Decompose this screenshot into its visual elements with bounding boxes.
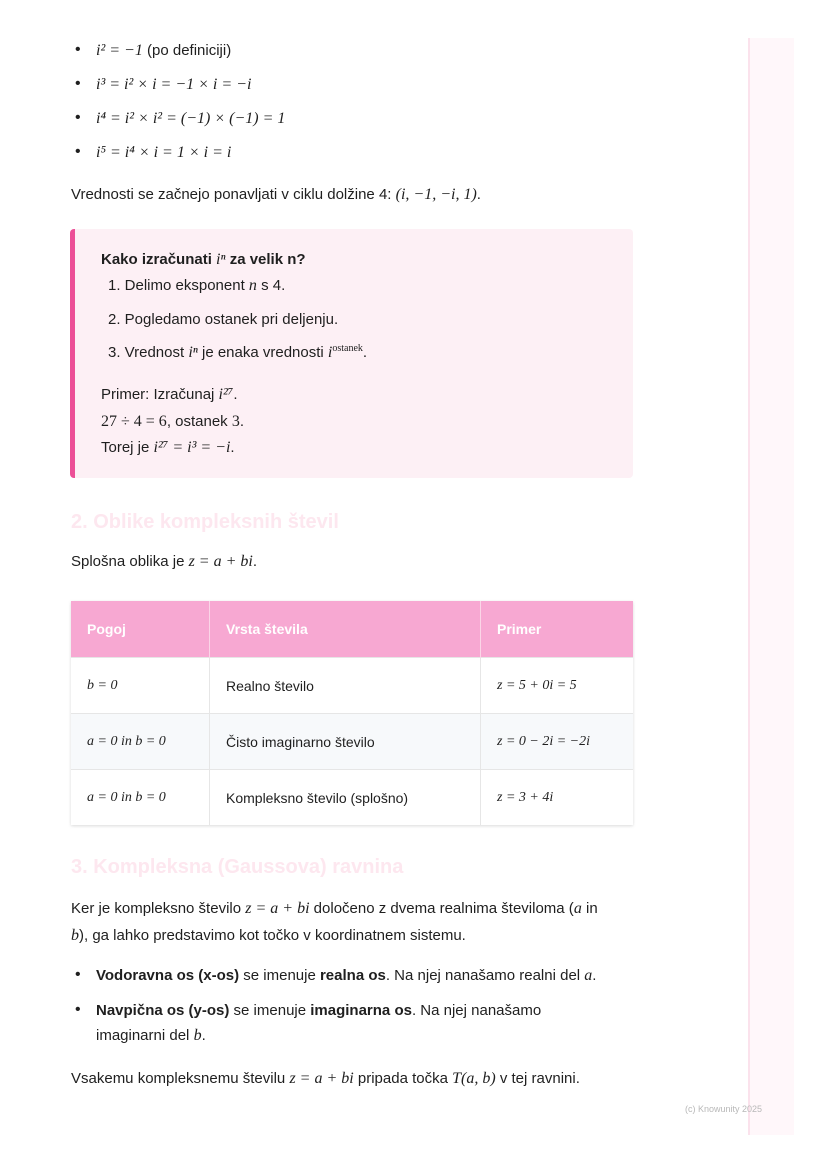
step-1: 1. Delimo eksponent n s 4. <box>108 277 286 294</box>
table-header: Pogoj Vrsta števila Primer <box>71 601 633 658</box>
number-types-table <box>71 601 633 825</box>
example-line: Primer: Izračunaj i²⁷. <box>101 386 238 403</box>
calc-line: 27 ÷ 4 = 6, ostanek 3. <box>101 413 245 430</box>
step-3: 3. Vrednost iⁿ je enaka vrednosti $i^{ostanek}$. <box>108 343 368 361</box>
callout-box <box>70 229 633 478</box>
result-line: Torej je i²⁷ = i³ = −i. <box>101 439 235 456</box>
list-item: • i³ = i² × i = −1 × i = −i <box>75 76 251 94</box>
section-3-heading: 3. Kompleksna (Gaussova) ravnina <box>71 856 404 878</box>
table-row: b = 0 Realno število z = 5 + 0i = 5 <box>71 658 633 714</box>
step-2: 2. Pogledamo ostanek pri deljenju. <box>108 311 339 328</box>
list-item-continuation: imaginarni del b. <box>96 1027 206 1044</box>
list-item: • Vodoravna os (x-os) se imenuje realna os. Na njej nanašamo realni del a. <box>75 967 596 985</box>
point-text: Vsakemu kompleksnemu številu z = a + bi pripada točka T(a, b) v tej ravnini. <box>71 1070 580 1087</box>
callout-title: Kako izračunati iⁿ za velik n? <box>101 251 306 268</box>
cycle-text: Vrednosti se začnejo ponavljati v ciklu dolžine 4: (i, −1, −i, 1). <box>71 186 481 203</box>
list-item: • Navpična os (y-os) se imenuje imaginarna os. Na njej nanašamo <box>75 1002 541 1019</box>
list-item: • i⁴ = i² × i² = (−1) × (−1) = 1 <box>75 110 285 128</box>
general-form-text: Splošna oblika je z = a + bi. <box>71 553 258 570</box>
section-2-heading: 2. Oblike kompleksnih števil <box>71 511 339 533</box>
footer-copyright: (c) Knowunity 2025 <box>685 1104 763 1114</box>
list-item: • i² = −1 (po definiciji) <box>75 42 231 60</box>
list-item: • i⁵ = i⁴ × i = 1 × i = i <box>75 144 231 162</box>
side-strip <box>748 38 794 1135</box>
table-row: a = 0 in b = 0 Čisto imaginarno število z = 0 − 2i = −2i <box>71 714 633 770</box>
paragraph-line: b), ga lahko predstavimo kot točko v koordinatnem sistemu. <box>71 927 466 944</box>
paragraph-line: Ker je kompleksno število z = a + bi določeno z dvema realnima številoma (a in <box>71 900 598 917</box>
table-row: a = 0 in b = 0 Kompleksno število (splošno) z = 3 + 4i <box>71 770 633 826</box>
